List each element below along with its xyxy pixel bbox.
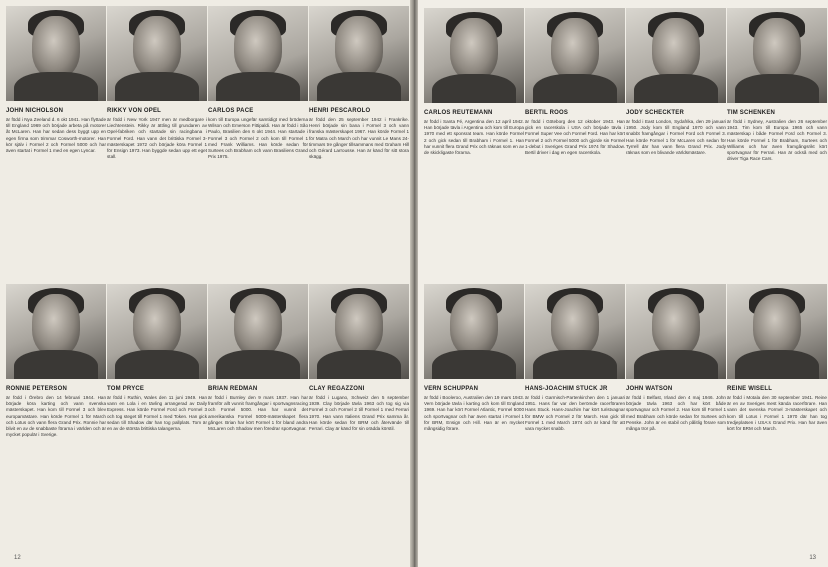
portrait-body: [115, 72, 199, 101]
page-gutter: [410, 0, 418, 567]
driver-portrait-photo: [6, 284, 106, 379]
portrait-head: [32, 16, 80, 78]
driver-card: [309, 6, 409, 267]
portrait-body: [533, 350, 617, 379]
driver-portrait-photo: [208, 284, 308, 379]
portrait-body: [115, 350, 199, 379]
driver-portrait-photo: [525, 8, 625, 103]
driver-bio: är född i Santa Fé, Argentina den 12 april 1942. Han började tävla i Argentina och kom till Europa 1970 med ett sponsrat team. Han körde Formel 2 och gick sedan till Brabham i Formel 1. Han har vunnit flera Grand Prix och räknas som en av de skickligaste förarna.: [424, 119, 524, 156]
portrait-head: [450, 18, 498, 80]
portrait-head: [32, 294, 80, 356]
portrait-head: [133, 16, 181, 78]
portrait-head: [335, 16, 383, 78]
driver-name: HANS-JOACHIM STUCK JR: [525, 386, 608, 392]
driver-portrait-photo: [424, 8, 524, 103]
driver-bio: är född i Sydney, Australien den 26 september 1943. Tim kom till Europa 1965 och vann mästerskap i både Formel Ford och Formel 3. Han körde Formel 1 för Brabham, Surtees och Williams och har även framgångsrikt kört sportvagnar för Ferrari. Han är också med och driver Tiga Race Cars.: [727, 119, 827, 162]
driver-bio: är född i New York 1947 men är medborgare i Liechtenstein. Rikky är ättling till grundaren av Opel-fabriken och startade sin racingbana i Formel Ford. Han vann det brittiska Formel 3-mästerskapet 1972 och började köra Formel 1 för Ensign 1973. Han byggde sedan upp ett eget stall.: [107, 117, 207, 160]
driver-name: CARLOS PACE: [208, 108, 254, 114]
driver-card: [727, 8, 827, 269]
driver-bio: är född i Motala den 30 september 1941. Reine är en av Sveriges mest kända racerförare. Han vann det svenska Formel 3-mästerskapet och kom till Lotus i Formel 1 1970 där han tog tredjeplatsen i USA:s Grand Prix. Han har även kört för BRM och March.: [727, 395, 827, 432]
portrait-body: [533, 74, 617, 103]
portrait-body: [14, 350, 98, 379]
driver-card: [424, 8, 524, 269]
portrait-head: [551, 294, 599, 356]
portrait-head: [551, 18, 599, 80]
portrait-head: [234, 294, 282, 356]
driver-portrait-photo: [208, 6, 308, 101]
driver-name: VERN SCHUPPAN: [424, 386, 479, 392]
portrait-head: [652, 294, 700, 356]
driver-bio: är född i Booleroo, Australien den 19 mars 1943. Vern började tävla i karting och kom till England 1969. Han har kört Formel Atlantic, Formel 5000 och sportvagnar och har även startat i Formel 1 för BRM, Ensign och Hill. Han är en mycket mångsidig förare.: [424, 395, 524, 432]
driver-card: [424, 284, 524, 545]
driver-portrait-photo: [626, 284, 726, 379]
driver-name: RONNIE PETERSON: [6, 386, 68, 392]
driver-bio: är född i Ruthin, Wales den 11 juni 1949. Han vann en Lola i en tävling arrangerad av Daily Express. Han körde Formel Ford och Formel 3 och tog steget till Formel 1 med Token. Han gick sedan till Shadow där han tog pallplats. Tom är en av de största brittiska talangerna.: [107, 395, 207, 432]
portrait-head: [133, 294, 181, 356]
driver-portrait-photo: [309, 6, 409, 101]
portrait-body: [317, 350, 401, 379]
portrait-body: [317, 72, 401, 101]
portrait-body: [216, 350, 300, 379]
driver-name: BRIAN REDMAN: [208, 386, 258, 392]
driver-portrait-photo: [424, 284, 524, 379]
driver-bio: är född i East London, Sydafrika, den 29 januari 1950. Jody kom till England 1970 och vann snabbt framgångar i Formel Ford och Formel 3. Han körde Formel 1 för McLaren och sedan för Tyrrell där han vann flera Grand Prix. Jody räknas som en blivande världsmästare.: [626, 119, 726, 156]
driver-bio: är född i Göteborg den 12 oktober 1943. Han gick en racerskola i USA och började tävla i Formel Super Vee och Formel Ford. Han har kört Formel 2 och Formel 5000 och gjorde sin Formel 1-debut i Sveriges Grand Prix 1974 för Shadow. Bertil driver i dag en egen racerskola.: [525, 119, 625, 156]
portrait-head: [234, 16, 282, 78]
driver-card: [525, 284, 625, 545]
driver-name: JOHN WATSON: [626, 386, 673, 392]
portrait-head: [753, 294, 801, 356]
driver-portrait-photo: [6, 6, 106, 101]
driver-bio: kom till Europa ungefär samtidigt med bröderna Wilson och Emerson Fittipaldi. Han är född i São Paulo, Brasilien den 6 okt 1944. Han startade i Formel 3 och Formel 2 och kom till Formel 1 med Frank Williams. Han körde sedan för Surtees och Brabham och vann Brasiliens Grand Prix 1975.: [208, 117, 308, 160]
portrait-body: [216, 72, 300, 101]
portrait-body: [432, 74, 516, 103]
driver-card: [6, 6, 106, 267]
portrait-body: [432, 350, 516, 379]
driver-bio: är född den 25 september 1942 i Frankrike. Henri började sin bana i Formel 3 och vann franska mästerskapet 1967. Han körde Formel 1 för Matra och March och har vunnit Le Mans 24-timmars tre gånger tillsammans med Graham Hill och Gérard Larrousse. Han är känd för sitt stora skägg.: [309, 117, 409, 160]
page-number: 13: [809, 555, 816, 561]
driver-name: RIKKY VON OPEL: [107, 108, 162, 114]
portrait-head: [335, 294, 383, 356]
driver-name: CARLOS REUTEMANN: [424, 110, 493, 116]
driver-card: [626, 284, 726, 545]
driver-bio: är född i Nya Zeeland d. 6 okt 1941. Han flyttade till England 1969 och började arbeta på motorer åt McLaren. Han har sedan dess byggt upp en egen firma som trimmar Cosworth-motorer. Han kör själv i Formel 2 och Formel 5000 och har även startat i Formel 1 med en egen Lyncar.: [6, 117, 106, 154]
driver-portrait-photo: [107, 284, 207, 379]
driver-name: TIM SCHENKEN: [727, 110, 776, 116]
driver-name: CLAY REGAZZONI: [309, 386, 365, 392]
driver-name: REINE WISELL: [727, 386, 773, 392]
portrait-head: [450, 294, 498, 356]
driver-bio: är född i Burnley den 9 mars 1937. Han har framför allt vunnit framgångar i sportvagnsracing och Formel 5000. Han har vunnit det amerikanska Formel 5000-mästerskapet flera gånger. Brian har kört Formel 1 för bland andra McLaren och Shadow men föredrar sportvagnar.: [208, 395, 308, 432]
driver-card: [208, 284, 308, 545]
driver-bio: är född i Örebro den 14 februari 1944. Han började köra karting och vann svenska mästerskapet. Han kom till Formel 3 och blev europamästare. Han körde Formel 1 för March och Lotus och vann flera Grand Prix. Ronnie har blivit en av de snabbaste förarna i världen och är mycket populär i Sverige.: [6, 395, 106, 438]
driver-bio: är född i Garmisch-Partenkirchen den 1 januari 1951. Hans far var den berömde racerföraren Hans Stuck. Hans-Joachim har kört turistvagnar för BMW och Formel 2 för March. Han gick till Formel 1 med March 1974 och är känd för att vara mycket snabb.: [525, 395, 625, 432]
driver-name: TOM PRYCE: [107, 386, 145, 392]
driver-bio: är född i Belfast, Irland den 4 maj 1946. John började tävla 1963 och har kört både sportvagnar och Formel 2. Han kom till Formel 1 med Brabham och körde sedan för Surtees och Penske. John är en stabil och pålitlig förare som många tror på.: [626, 395, 726, 432]
portrait-body: [735, 74, 819, 103]
portrait-body: [634, 74, 718, 103]
driver-name: JODY SCHECKTER: [626, 110, 685, 116]
left-page: [0, 0, 410, 567]
page-number: 12: [14, 555, 21, 561]
driver-card: [107, 284, 207, 545]
driver-card: [626, 8, 726, 269]
driver-portrait-photo: [727, 284, 827, 379]
driver-portrait-photo: [727, 8, 827, 103]
driver-portrait-photo: [107, 6, 207, 101]
driver-portrait-photo: [309, 284, 409, 379]
driver-card: [107, 6, 207, 267]
driver-card: [6, 284, 106, 545]
driver-name: HENRI PESCAROLO: [309, 108, 371, 114]
right-page: [418, 0, 828, 567]
driver-name: JOHN NICHOLSON: [6, 108, 64, 114]
driver-card: [309, 284, 409, 545]
driver-name: BERTIL ROOS: [525, 110, 569, 116]
driver-portrait-photo: [626, 8, 726, 103]
portrait-head: [753, 18, 801, 80]
portrait-body: [14, 72, 98, 101]
driver-portrait-photo: [525, 284, 625, 379]
portrait-body: [634, 350, 718, 379]
driver-bio: är född i Lugano, Schweiz den 5 september 1939. Clay började tävla 1963 och tog sig via Formel 3 och Formel 2 till Formel 1 med Ferrari 1970. Han vann Italiens Grand Prix samma år. Han körde sedan för BRM och återvände till Ferrari. Clay är känd för sin orädda körstil.: [309, 395, 409, 432]
driver-card: [727, 284, 827, 545]
driver-card: [525, 8, 625, 269]
driver-card: [208, 6, 308, 267]
portrait-head: [652, 18, 700, 80]
portrait-body: [735, 350, 819, 379]
